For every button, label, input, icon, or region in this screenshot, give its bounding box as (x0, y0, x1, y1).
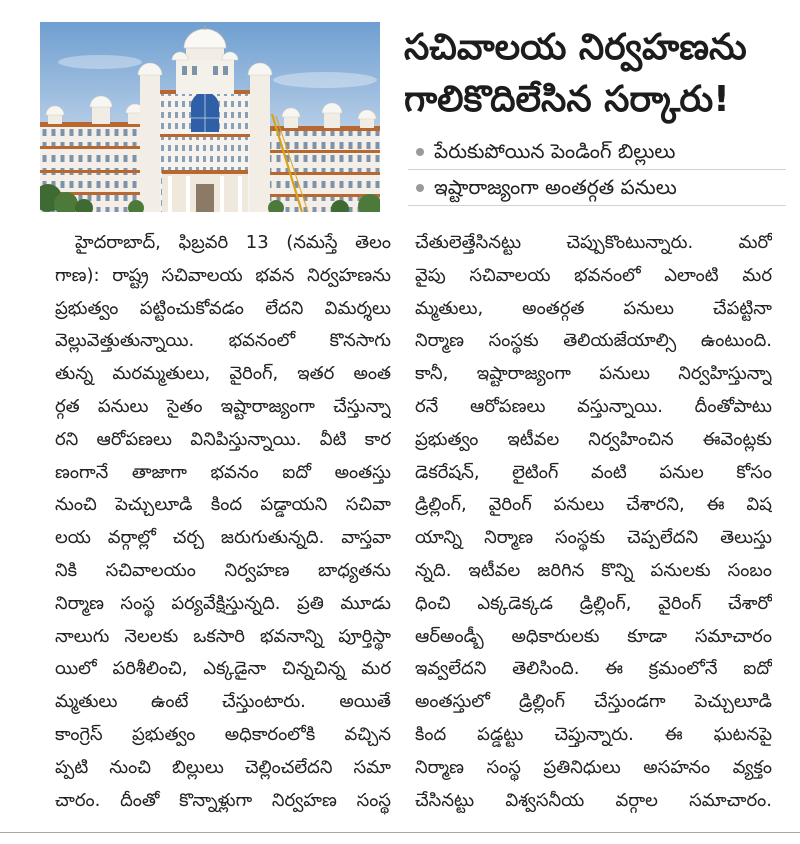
body-line: డెకరేషన్, లైటింగ్ వంటి పనుల కోసం (415, 461, 772, 483)
body-line: నుంచి పెచ్చులూడి కింద పడ్డాయని సచివా (55, 494, 391, 516)
body-line: అంతస్తులో డ్రిల్లింగ్ చేస్తుండగా పెచ్చులూడి (415, 691, 772, 713)
body-line: నికి సచివాలయం నిర్వహణ బాధ్యతను (55, 559, 391, 581)
body-column-right (415, 227, 772, 817)
body-line: లయ వర్గాల్లో చర్చ జరుగుతున్నది. వాస్తవా (55, 527, 391, 549)
bullet-text: పేరుకుపోయిన పెండింగ్ బిల్లులు (434, 139, 676, 163)
body-line: డ్రిల్లింగ్, వైరింగ్ పనులు చేశారని, ఈ విష (415, 494, 772, 516)
subheading-bullets (408, 134, 786, 206)
building-photo (40, 22, 380, 212)
body-line: కాంగ్రెస్ ప్రభుత్వం అధికారంలోకి వచ్చిన (55, 723, 391, 745)
body-line: ణంగానే తాజాగా భవనం ఐదో అంతస్తు (55, 461, 391, 483)
body-line: ఆర్అండ్బీ అధికారులకు కూడా సమాచారం (415, 625, 772, 647)
bullet-dot-icon (416, 148, 424, 156)
headline (404, 22, 784, 126)
body-line: యిలో పరిశీలించి, ఎక్కడైనా చిన్నచిన్న మర (55, 658, 391, 680)
bullet-text: ఇష్టారాజ్యంగా అంతర్గత పనులు (434, 175, 677, 199)
body-line: తున్న మరమ్మతులు, వైరింగ్, ఇతర అంత (55, 363, 391, 385)
body-line: కింద పడ్డట్టు చెప్తున్నారు. ఈ ఘటనపై (415, 723, 772, 745)
body-line: రనే ఆరోపణలు వస్తున్నాయి. దీంతోపాటు (415, 395, 772, 417)
bullet-divider (408, 205, 786, 206)
body-line: మ్మతులు ఉంటే చేస్తుంటారు. అయితే (55, 691, 391, 713)
headline-line-1: సచివాలయ నిర్వహణను (404, 27, 747, 68)
body-line: ర్గత పనులు సైతం ఇష్టారాజ్యంగా చేస్తున్నా (55, 395, 391, 417)
body-line: ఇవ్వలేదని తెలిసింది. ఈ క్రమంలోనే ఐదో (415, 658, 772, 680)
portico (162, 170, 248, 212)
body-line: చేసినట్టు విశ్వసనీయ వర్గాల సమాచారం. (415, 789, 772, 811)
body-line: ప్రభుత్వం పట్టించుకోవడం లేదని విమర్శలు (55, 297, 391, 319)
bullet-item (408, 170, 786, 205)
bullet-dot-icon (416, 184, 424, 192)
body-line: నిర్మాణ సంస్థ పర్యవేక్షిస్తున్నది. ప్రతి మూడు (55, 592, 391, 614)
body-line: న్నది. ఇటీవల జరిగిన కొన్ని పనులకు సంబం (415, 559, 772, 581)
body-line: ప్పటి నుంచి బిల్లులు చెల్లించలేదని సమా (55, 756, 391, 778)
body-line: ధించి ఎక్కడెక్కడ డ్రిల్లింగ్, వైరింగ్ చేశారో (415, 592, 772, 614)
body-line: చేతులెత్తేసినట్టు చెప్పుకొంటున్నారు. మరో (415, 232, 772, 253)
bottom-divider (0, 832, 800, 833)
body-line: మ్మతులు, అంతర్గత పనులు చేపట్టినా (415, 297, 772, 319)
body-line: నాలుగు నెలలకు ఒకసారి భవనాన్ని పూర్తిస్థా (55, 625, 391, 647)
body-line: హైదరాబాద్, ఫిబ్రవరి 13 (నమస్తే తెలం (75, 232, 391, 253)
body-line: యాన్ని నిర్మాణ సంస్థకు చెప్పలేదని తెలుస్తు (415, 527, 772, 549)
bullet-item (408, 134, 786, 169)
headline-line-2: గాలికొదిలేసిన సర్కారు! (404, 79, 730, 120)
body-line: వెల్లువెత్తుతున్నాయి. భవనంలో కొనసాగు (55, 330, 391, 352)
body-line: వైపు సచివాలయ భవనంలో ఎలాంటి మర (415, 264, 772, 286)
body-line: చారం. దీంతో కొన్నాళ్లుగా నిర్వహణ సంస్థ (55, 789, 391, 811)
building-illustration (40, 22, 380, 212)
body-line: గాణ): రాష్ట్ర సచివాలయ భవన నిర్వహణను (55, 264, 391, 286)
body-line: నిర్మాణ సంస్థకు తెలియజేయాల్సి ఉంటుంది. (415, 330, 772, 352)
body-line: రని ఆరోపణలు వినిపిస్తున్నాయి. వీటి కార (55, 428, 391, 450)
body-column-left (55, 227, 391, 817)
body-line: నిర్మాణ సంస్థ ప్రతినిధులు అసహనం వ్యక్తం (415, 756, 772, 778)
body-line: కానీ, ఇష్టారాజ్యంగా పనులు నిర్వహిస్తున్నా (415, 363, 772, 385)
body-line: ప్రభుత్వం ఇటీవల నిర్వహించిన ఈవెంట్లకు (415, 428, 772, 450)
